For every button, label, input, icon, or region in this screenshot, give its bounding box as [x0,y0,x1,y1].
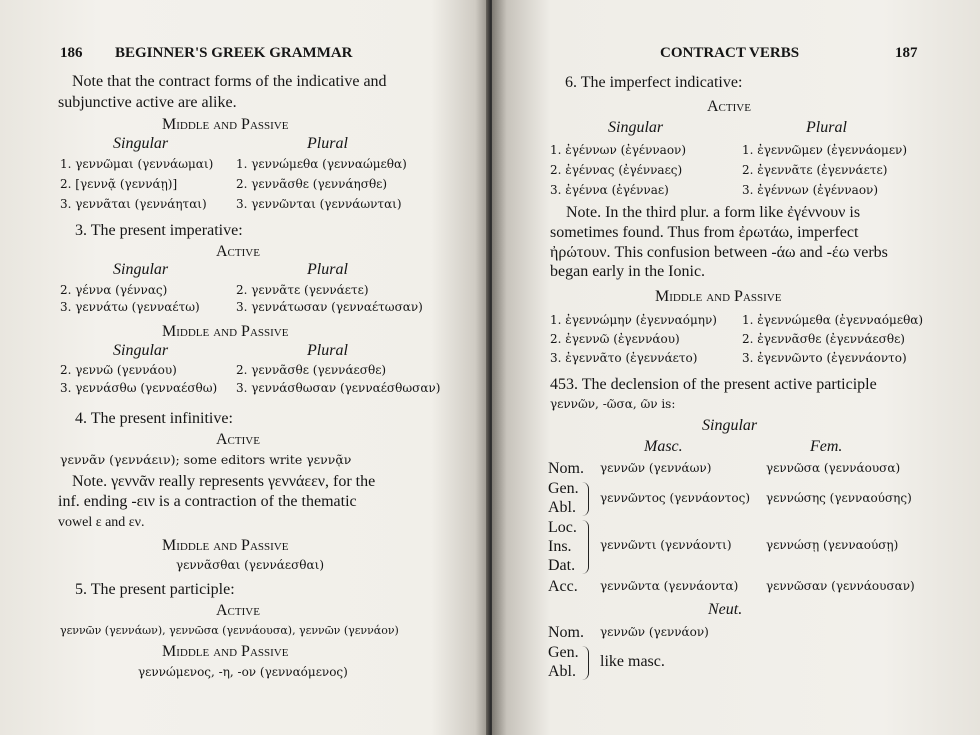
subsection-title: 4. The present infinitive: [75,410,233,427]
brace [582,646,589,680]
paradigm-cell: 3. γεννῶνται (γεννάωνται) [236,197,402,211]
case-label: Ins. [548,538,572,555]
paradigm-cell: 3. γεννάτωσαν (γενναέτωσαν) [236,300,423,314]
column-heading: Singular [113,342,169,359]
paradigm-cell: 2. γεννῶ (γεννάου) [60,363,177,377]
declension-cell: γεννῶσαν (γεννάουσαν) [766,579,915,593]
paradigm-cell: 2. γεννᾶσθε (γεννάησθε) [236,177,388,191]
column-heading: Singular [702,417,758,434]
column-heading: Singular [113,261,169,278]
paradigm-cell: 3. ἐγέννων (ἐγέννaον) [742,183,879,197]
case-label: Nom. [548,624,584,641]
case-label: Gen. [548,644,579,661]
case-label: Gen. [548,480,579,497]
note-line: ἠρώτουν. This confusion between -άω and -έω verbs [550,244,888,261]
brace [582,482,589,516]
declension-cell: γεννῶν (γεννάων) [600,461,712,475]
paradigm-cell: 2. ἐγεννᾶτε (ἐγεννάετε) [742,163,888,177]
paradigm-cell: 2. γεννᾶτε (γεννάετε) [236,283,369,297]
column-heading: Plural [307,342,348,359]
participle-line: γεννῶν (γεννάων), γεννῶσα (γεννάουσα), γεννῶν (γεννάον) [60,624,399,637]
paradigm-cell: 2. ἐγεννᾶσθε (ἐγεννάεσθε) [742,332,905,346]
column-heading: Plural [806,119,847,136]
column-heading: Plural [307,135,348,152]
column-heading: Neut. [708,601,743,618]
section-heading: Active [216,243,260,260]
declension-cell: γεννῶντα (γεννάοντα) [600,579,739,593]
case-label: Dat. [548,557,576,574]
paradigm-cell: 1. ἐγέννων (ἐγέννaον) [550,143,687,157]
subsection-title: 5. The present participle: [75,581,235,598]
paradigm-cell: 2. ἐγεννῶ (ἐγεννάου) [550,332,680,346]
column-heading: Singular [113,135,169,152]
declension-cell: like masc. [600,653,665,670]
paradigm-cell: 1. ἐγεννώμεθα (ἐγενναόμεθα) [742,313,924,327]
participle-line: γεννώμενος, -η, -ον (γενναόμενος) [138,665,348,679]
paradigm-cell: 1. γεννώμεθα (γενναώμεθα) [236,157,407,171]
running-head: CONTRACT VERBS [660,45,800,61]
section-heading: Middle and Passive [162,323,289,340]
section-line: 453. The declension of the present active participle [550,376,877,393]
note-line: inf. ending -ειν is a contraction of the thematic [58,493,357,510]
paradigm-cell: 3. ἐγεννᾶτο (ἐγεννάετο) [550,351,698,365]
paradigm-cell: 3. ἐγέννα (ἐγέννaε) [550,183,669,197]
paradigm-cell: 3. γεννάτω (γενναέτω) [60,300,200,314]
infinitive-line: γεννᾶσθαι (γεννάεσθαι) [176,558,325,572]
section-heading: Middle and Passive [162,537,289,554]
paradigm-cell: 3. γεννᾶται (γεννάηται) [60,197,207,211]
section-heading: Middle and Passive [162,643,289,660]
section-heading: Active [216,431,260,448]
column-heading: Fem. [810,438,843,455]
case-label: Abl. [548,663,576,680]
paradigm-cell: 3. γεννάσθωσαν (γενναέσθωσαν) [236,381,441,395]
subsection-title: 3. The present imperative: [75,222,243,239]
brace [582,520,589,574]
column-heading: Plural [307,261,348,278]
case-label: Loc. [548,519,577,536]
note-line: began early in the Ionic. [550,263,706,280]
note-line: Note. γεννᾶν really represents γεννάεεν, for the [72,473,376,490]
case-label: Nom. [548,460,584,477]
declension-cell: γεννῶντος (γεννάοντος) [600,491,751,505]
subsection-title: 6. The imperfect indicative: [565,74,743,91]
page-number: 187 [895,45,918,61]
paradigm-cell: 2. γέννα (γέννας) [60,283,168,297]
declension-cell: γεννώσῃ (γενναούσῃ) [766,538,899,552]
declension-cell: γεννώσης (γενναούσης) [766,491,912,505]
right-page [492,0,980,735]
column-heading: Singular [608,119,664,136]
case-label: Abl. [548,499,576,516]
note-line: Note. In the third plur. a form like ἐγέννουν is [566,204,861,221]
paradigm-cell: 2. ἐγέννας (ἐγέννaες) [550,163,683,177]
section-line: γεννῶν, -ῶσα, ῶν is: [550,397,676,411]
intro-line: subjunctive active are alike. [58,94,237,111]
case-label: Acc. [548,578,578,595]
paradigm-cell: 1. ἐγεννώμην (ἐγενναόμην) [550,313,717,327]
section-heading: Active [707,98,751,115]
infinitive-line: γεννᾶν (γεννάειν); some editors write γεννᾷν [60,452,352,467]
paradigm-cell: 2. [γεννᾷ (γεννάῃ)] [60,177,178,191]
declension-cell: γεννῶντι (γεννάοντι) [600,538,732,552]
intro-line: Note that the contract forms of the indicative and [72,73,387,90]
section-heading: Active [216,602,260,619]
note-line: sometimes found. Thus from ἐρωτάω, imperfect [550,224,859,241]
running-head: BEGINNER'S GREEK GRAMMAR [115,45,353,61]
paradigm-cell: 3. ἐγεννῶντο (ἐγεννάοντο) [742,351,907,365]
paradigm-cell: 3. γεννάσθω (γενναέσθω) [60,381,218,395]
paradigm-cell: 2. γεννᾶσθε (γεννάεσθε) [236,363,387,377]
page-number: 186 [60,45,83,61]
note-line: vowel ε and εν. [58,515,145,530]
section-heading: Middle and Passive [162,116,289,133]
declension-cell: γεννῶσα (γεννάουσα) [766,461,901,475]
column-heading: Masc. [644,438,683,455]
declension-cell: γεννῶν (γεννάον) [600,625,709,639]
paradigm-cell: 1. ἐγεννῶμεν (ἐγεννάομεν) [742,143,908,157]
paradigm-cell: 1. γεννῶμαι (γεννάωμαι) [60,157,214,171]
section-heading: Middle and Passive [655,288,782,305]
